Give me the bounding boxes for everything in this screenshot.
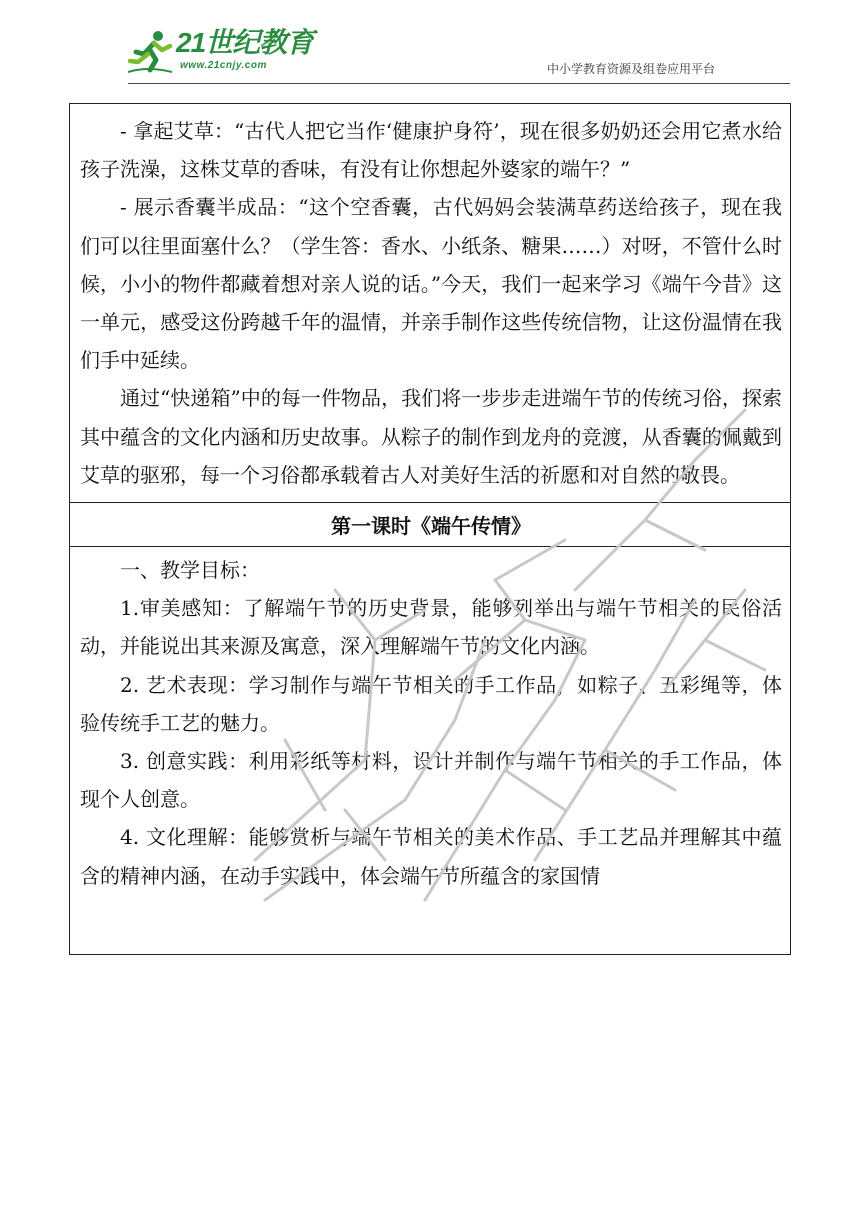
objective-item: 1.审美感知：了解端午节的历史背景，能够列举出与端午节相关的民俗活动，并能说出其来源及寓意，深入理解端午节的文化内涵。	[80, 596, 782, 659]
intro-cell	[70, 104, 790, 502]
objectives-heading: 一、教学目标：	[120, 558, 260, 583]
objective-item: 3. 创意实践：利用彩纸等材料，设计并制作与端午节相关的手工作品，体现个人创意。	[80, 749, 782, 812]
lesson-plan-table	[69, 103, 791, 955]
logo-text: 21世纪教育	[176, 27, 314, 58]
objective-item: 4. 文化理解：能够赏析与端午节相关的美术作品、手工艺品并理解其中蕴含的精神内涵，在动手实践中，体会端午节所蕴含的家国情	[80, 825, 782, 888]
lesson-title: 第一课时《端午传情》	[70, 502, 790, 546]
runner-logo-icon	[128, 28, 174, 74]
site-logo[interactable]	[128, 26, 314, 78]
objectives-cell	[70, 546, 790, 954]
platform-label: 中小学教育资源及组卷应用平台	[546, 62, 715, 76]
intro-paragraph: - 展示香囊半成品：“这个空香囊，古代妈妈会装满草药送给孩子，现在我们可以往里面塞什么？（学生答：香水、小纸条、糖果……）对呀，不管什么时候，小小的物件都藏着想对亲人说的话。”今天，我们一起来学习《端午今昔》这一单元，感受这份跨越千年的温情，并亲手制作这些传统信物，让这份温情在我们手中延续。	[80, 195, 782, 373]
page-header	[0, 0, 860, 90]
intro-paragraph: 通过“快递箱”中的每一件物品，我们将一步步走进端午节的传统习俗，探索其中蕴含的文化内涵和历史故事。从粽子的制作到龙舟的竞渡，从香囊的佩戴到艾草的驱邪，每一个习俗都承载着古人对美好生活的祈愿和对自然的敬畏。	[80, 386, 782, 487]
intro-paragraph: - 拿起艾草：“古代人把它当作‘健康护身符’，现在很多奶奶还会用它煮水给孩子洗澡，这株艾草的香味，有没有让你想起外婆家的端午？”	[80, 119, 782, 182]
header-divider	[128, 83, 790, 84]
objective-item: 2. 艺术表现：学习制作与端午节相关的手工作品，如粽子、五彩绳等，体验传统手工艺的魅力。	[80, 672, 782, 735]
logo-url: www.21cnjy.com	[180, 60, 267, 71]
